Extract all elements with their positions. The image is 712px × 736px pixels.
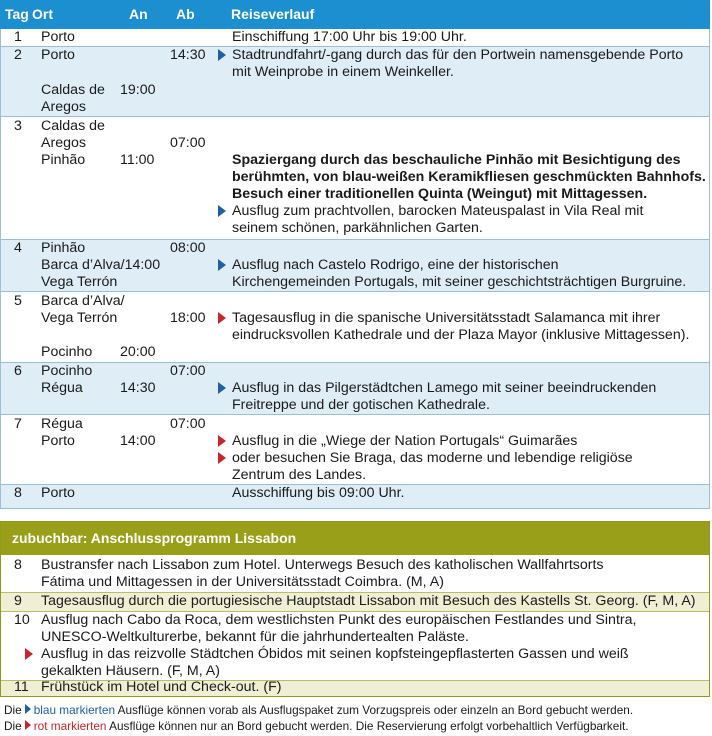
port-name: Pinhão xyxy=(41,152,86,168)
day-number: 5 xyxy=(14,293,22,309)
itinerary-table xyxy=(0,29,710,509)
table-row xyxy=(1,239,709,291)
col-reiseverlauf-header: Reiseverlauf xyxy=(231,6,315,22)
addon-text: Frühstück im Hotel und Check-out. (F) xyxy=(41,679,282,695)
day-number: 8 xyxy=(14,485,22,501)
port-name: Caldas de xyxy=(41,82,105,98)
footnote-prefix: Die xyxy=(4,719,22,733)
footnote-blue-label: blau markierten xyxy=(33,703,116,717)
blue-excursion-marker-icon xyxy=(218,205,226,217)
addon-title: zubuchbar: Anschlussprogramm Lissabon xyxy=(12,530,297,546)
port-name: Pinhão xyxy=(41,240,86,256)
arrival-time: 14:30 xyxy=(120,380,156,396)
addon-text: gekalkten Häusern. (F, M, A) xyxy=(41,663,220,679)
blue-excursion-marker-icon xyxy=(218,49,226,61)
port-name: Vega Terrón xyxy=(41,310,118,326)
addon-text: Fátima und Mittagessen in der Universitätsstadt Coimbra. (M, A) xyxy=(41,574,444,590)
addon-row xyxy=(1,611,709,680)
port-name: Régua xyxy=(41,380,83,396)
itinerary-text-bold: berühmten, von blau-weißen Keramikfliesen geschmückten Bahnhofs. xyxy=(232,169,706,185)
red-excursion-marker-icon xyxy=(218,452,226,464)
col-tag-header: Tag xyxy=(5,6,29,22)
addon-text: UNESCO-Weltkulturerbe, bekannt für die jahrhundertealten Paläste. xyxy=(41,629,469,645)
itinerary-text: Ausflug nach Castelo Rodrigo, eine der historischen xyxy=(232,257,559,273)
departure-time: 18:00 xyxy=(170,310,206,326)
port-name: Pocinho xyxy=(41,344,93,360)
port-name: Caldas de xyxy=(41,118,105,134)
departure-time: 08:00 xyxy=(170,240,206,256)
footnote-blue xyxy=(4,703,633,717)
addon-text: Ausflug in das reizvolle Städtchen Óbidos mit seinen kopfsteingepflasterten Gassen und weiß xyxy=(41,646,629,662)
addon-day-number: 11 xyxy=(14,679,29,695)
table-row xyxy=(1,484,709,508)
port-name: Barca d’Alva/14:00 xyxy=(41,257,161,273)
port-name: Vega Terrón xyxy=(41,274,118,290)
arrival-time: 20:00 xyxy=(120,344,156,360)
col-ort-header: Ort xyxy=(32,6,53,22)
day-number: 2 xyxy=(14,47,22,63)
red-excursion-marker-icon xyxy=(218,435,226,447)
day-number: 4 xyxy=(14,240,22,256)
itinerary-text: Stadtrundfahrt/-gang durch das für den Portwein namensgebende Porto xyxy=(232,47,684,63)
table-row xyxy=(1,414,709,484)
port-name: Pocinho xyxy=(41,363,93,379)
addon-day-number: 8 xyxy=(14,557,22,573)
col-ab-header: Ab xyxy=(176,6,195,22)
itinerary-header xyxy=(0,0,710,29)
itinerary-text: Ausschiffung bis 09:00 Uhr. xyxy=(232,485,405,501)
itinerary-text: Ausflug in die „Wiege der Nation Portugals“ Guimarães xyxy=(232,433,578,449)
itinerary-text: Tagesausflug in die spanische Universitätsstadt Salamanca mit ihrer xyxy=(232,310,661,326)
itinerary-text: Zentrum des Landes. xyxy=(232,467,367,483)
footnote-text: Ausflüge können nur an Bord gebucht werden. Die Reservierung erfolgt vorbehaltlich Verfügbarkeit. xyxy=(109,719,629,733)
port-name: Barca d’Alva/ xyxy=(41,293,125,309)
itinerary-text-bold: Besuch einer traditionellen Quinta (Weingut) mit Mittagessen. xyxy=(232,186,648,202)
blue-excursion-marker-icon xyxy=(218,259,226,271)
table-row xyxy=(1,46,709,116)
day-number: 6 xyxy=(14,363,22,379)
day-number: 7 xyxy=(14,416,22,432)
itinerary-text: Einschiffung 17:00 Uhr bis 19:00 Uhr. xyxy=(232,29,467,45)
addon-header xyxy=(1,522,709,555)
itinerary-text: Ausflug zum prachtvollen, barocken Mateuspalast in Vila Real mit xyxy=(232,203,644,219)
footnote-red xyxy=(4,719,629,733)
addon-row xyxy=(1,680,709,696)
port-name: Régua xyxy=(41,416,83,432)
port-name: Porto xyxy=(41,485,75,501)
arrival-time: 14:00 xyxy=(120,433,156,449)
departure-time: 07:00 xyxy=(170,363,206,379)
port-name: Porto xyxy=(41,433,75,449)
footnote-red-label: rot markierten xyxy=(33,719,107,733)
port-name: Porto xyxy=(41,47,75,63)
port-name: Porto xyxy=(41,29,75,45)
blue-marker-icon xyxy=(25,704,31,714)
addon-text: Bustransfer nach Lissabon zum Hotel. Unterwegs Besuch des katholischen Wallfahrtsorts xyxy=(41,557,604,573)
itinerary-text: mit Weinprobe in einem Weinkeller. xyxy=(232,64,454,80)
red-excursion-marker-icon xyxy=(25,648,33,660)
blue-excursion-marker-icon xyxy=(218,382,226,394)
arrival-time: 11:00 xyxy=(120,152,155,168)
itinerary-text: oder besuchen Sie Braga, das moderne und lebendige religiöse xyxy=(232,450,633,466)
table-row xyxy=(1,362,709,414)
footnote-prefix: Die xyxy=(4,703,22,717)
departure-time: 07:00 xyxy=(170,416,206,432)
itinerary-text: Freitreppe und der gotischen Kathedrale. xyxy=(232,397,490,413)
table-row xyxy=(1,291,709,362)
red-marker-icon xyxy=(25,720,31,730)
itinerary-text: eindrucksvollen Kathedrale und der Plaza Mayor (inklusive Mittagessen). xyxy=(232,327,690,343)
table-row xyxy=(1,116,709,239)
itinerary-text: Kirchengemeinden Portugals, mit seiner geschichtsträchtigen Burgruine. xyxy=(232,274,687,290)
addon-program-box xyxy=(0,521,710,697)
addon-text: Tagesausflug durch die portugiesische Hauptstadt Lissabon mit Besuch des Kastells St. Georg. (F, M, A) xyxy=(41,593,696,609)
addon-day-number: 9 xyxy=(14,593,22,609)
port-name: Aregos xyxy=(41,135,86,151)
departure-time: 14:30 xyxy=(170,47,206,63)
port-name: Aregos xyxy=(41,99,86,115)
addon-text: Ausflug nach Cabo da Roca, dem westlichsten Punkt des europäischen Festlandes und Sintra, xyxy=(41,612,637,628)
col-an-header: An xyxy=(129,6,148,22)
day-number: 1 xyxy=(14,29,22,45)
departure-time: 07:00 xyxy=(170,135,206,151)
table-row xyxy=(1,29,709,46)
itinerary-text: Ausflug in das Pilgerstädtchen Lamego mit seiner beeindruckenden xyxy=(232,380,657,396)
itinerary-text-bold: Spaziergang durch das beschauliche Pinhão mit Besichtigung des xyxy=(232,152,681,168)
addon-row xyxy=(1,592,709,611)
addon-row xyxy=(1,555,709,592)
addon-day-number: 10 xyxy=(14,612,30,628)
footnote-text: Ausflüge können vorab als Ausflugspaket zum Vorzugspreis oder einzeln an Bord gebucht werden. xyxy=(117,703,634,717)
red-excursion-marker-icon xyxy=(218,312,226,324)
day-number: 3 xyxy=(14,118,22,134)
arrival-time: 19:00 xyxy=(120,82,156,98)
itinerary-text: seinem schönen, parkähnlichen Garten. xyxy=(232,220,483,236)
